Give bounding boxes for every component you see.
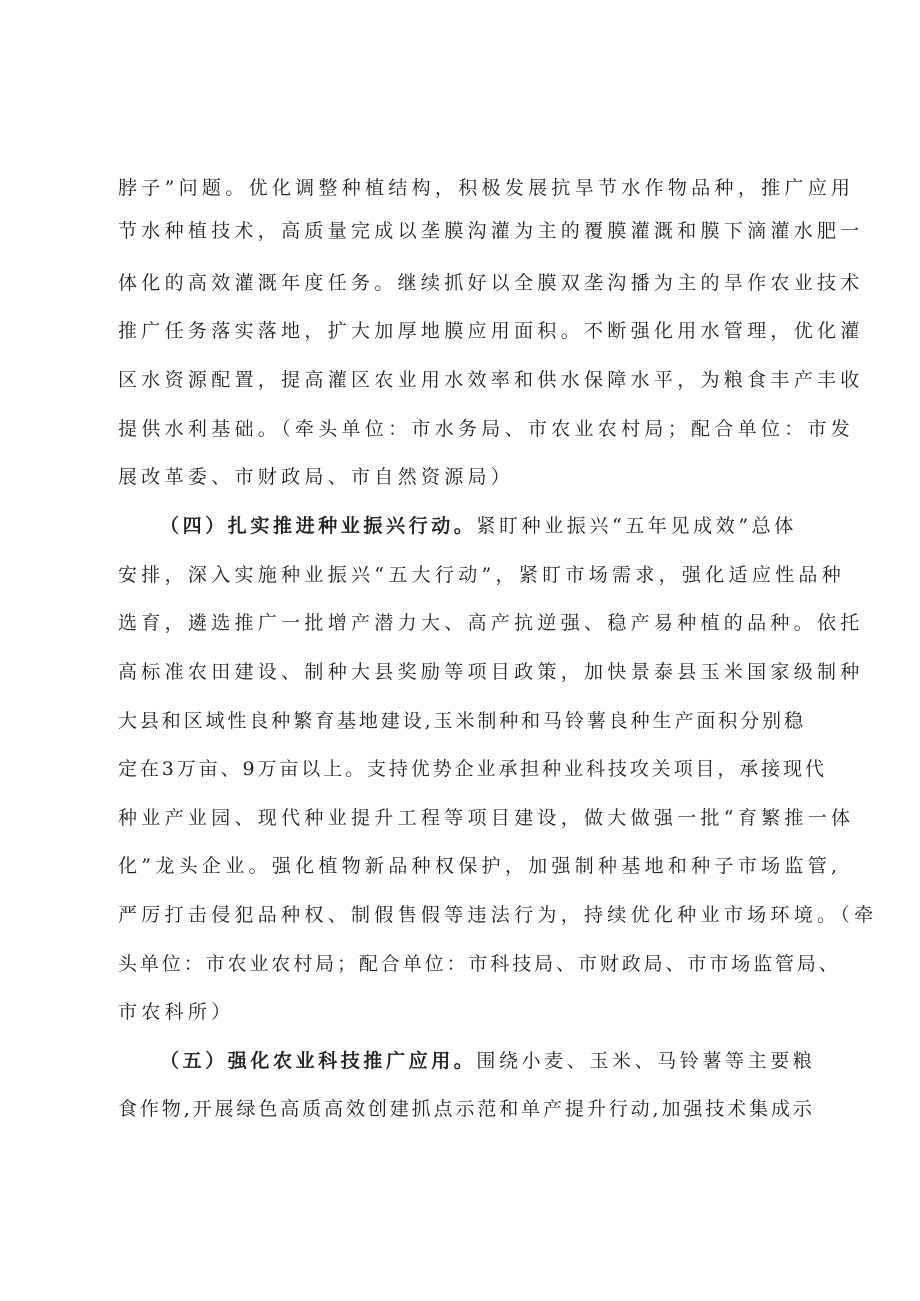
section-heading: （四）扎实推进种业振兴行动。 xyxy=(160,515,477,537)
paragraph-text: 紧盯种业振兴“五年见成效”总体 xyxy=(476,515,797,537)
paragraph-line: 种业产业园、现代种业提升工程等项目建设，做大做强一批“育繁推一体 xyxy=(118,807,855,829)
paragraph-line: 选育，遴选推广一批增产潜力大、高产抗逆强、稳产易种植的品种。依托 xyxy=(118,612,864,634)
paragraph-line: 展改革委、市财政局、市自然资源局） xyxy=(118,466,515,488)
paragraph-line: 安排，深入实施种业振兴“五大行动”，紧盯市场需求，强化适应性品种 xyxy=(118,564,846,586)
paragraph-line: 节水种植技术，高质量完成以垄膜沟灌为主的覆膜灌溉和膜下滴灌水肥一 xyxy=(118,220,864,242)
paragraph-text: 围绕小麦、玉米、马铃薯等主要粮 xyxy=(476,1050,816,1072)
paragraph-line: 严厉打击侵犯品种权、制假售假等违法行为，持续优化种业市场环境。（牵 xyxy=(118,904,878,926)
paragraph-line: 高标准农田建设、制种大县奖励等项目政策，加快景泰县玉米国家级制种 xyxy=(118,661,864,683)
paragraph-line: 市农科所） xyxy=(118,1001,235,1023)
paragraph-line: 体化的高效灌溉年度任务。继续抓好以全膜双垄沟播为主的旱作农业技术 xyxy=(118,272,864,294)
paragraph-first-line xyxy=(160,1043,815,1079)
paragraph-line: 提供水利基础。（牵头单位：市水务局、市农业农村局；配合单位：市发 xyxy=(118,418,855,440)
paragraph-line: 食作物,开展绿色高质高效创建抓点示范和单产提升行动,加强技术集成示 xyxy=(118,1098,815,1120)
paragraph-line: 区水资源配置，提高灌区农业用水效率和供水保障水平，为粮食丰产丰收 xyxy=(118,369,864,391)
paragraph-line: 定在3万亩、9万亩以上。支持优势企业承担种业科技攻关项目，承接现代 xyxy=(118,758,827,780)
paragraph-line: 大县和区域性良种繁育基地建设,玉米制种和马铃薯良种生产面积分别稳 xyxy=(118,710,806,732)
paragraph-first-line xyxy=(160,508,797,544)
paragraph-line: 推广任务落实落地，扩大加厚地膜应用面积。不断强化用水管理，优化灌 xyxy=(118,320,864,342)
paragraph-line: 头单位：市农业农村局；配合单位：市科技局、市财政局、市市场监管局、 xyxy=(118,953,841,975)
paragraph-line: 化”龙头企业。强化植物新品种权保护，加强制种基地和种子市场监管, xyxy=(118,855,842,877)
paragraph-line: 脖子”问题。优化调整种植结构，积极发展抗旱节水作物品种，推广应用 xyxy=(118,177,855,199)
section-heading: （五）强化农业科技推广应用。 xyxy=(160,1050,477,1072)
